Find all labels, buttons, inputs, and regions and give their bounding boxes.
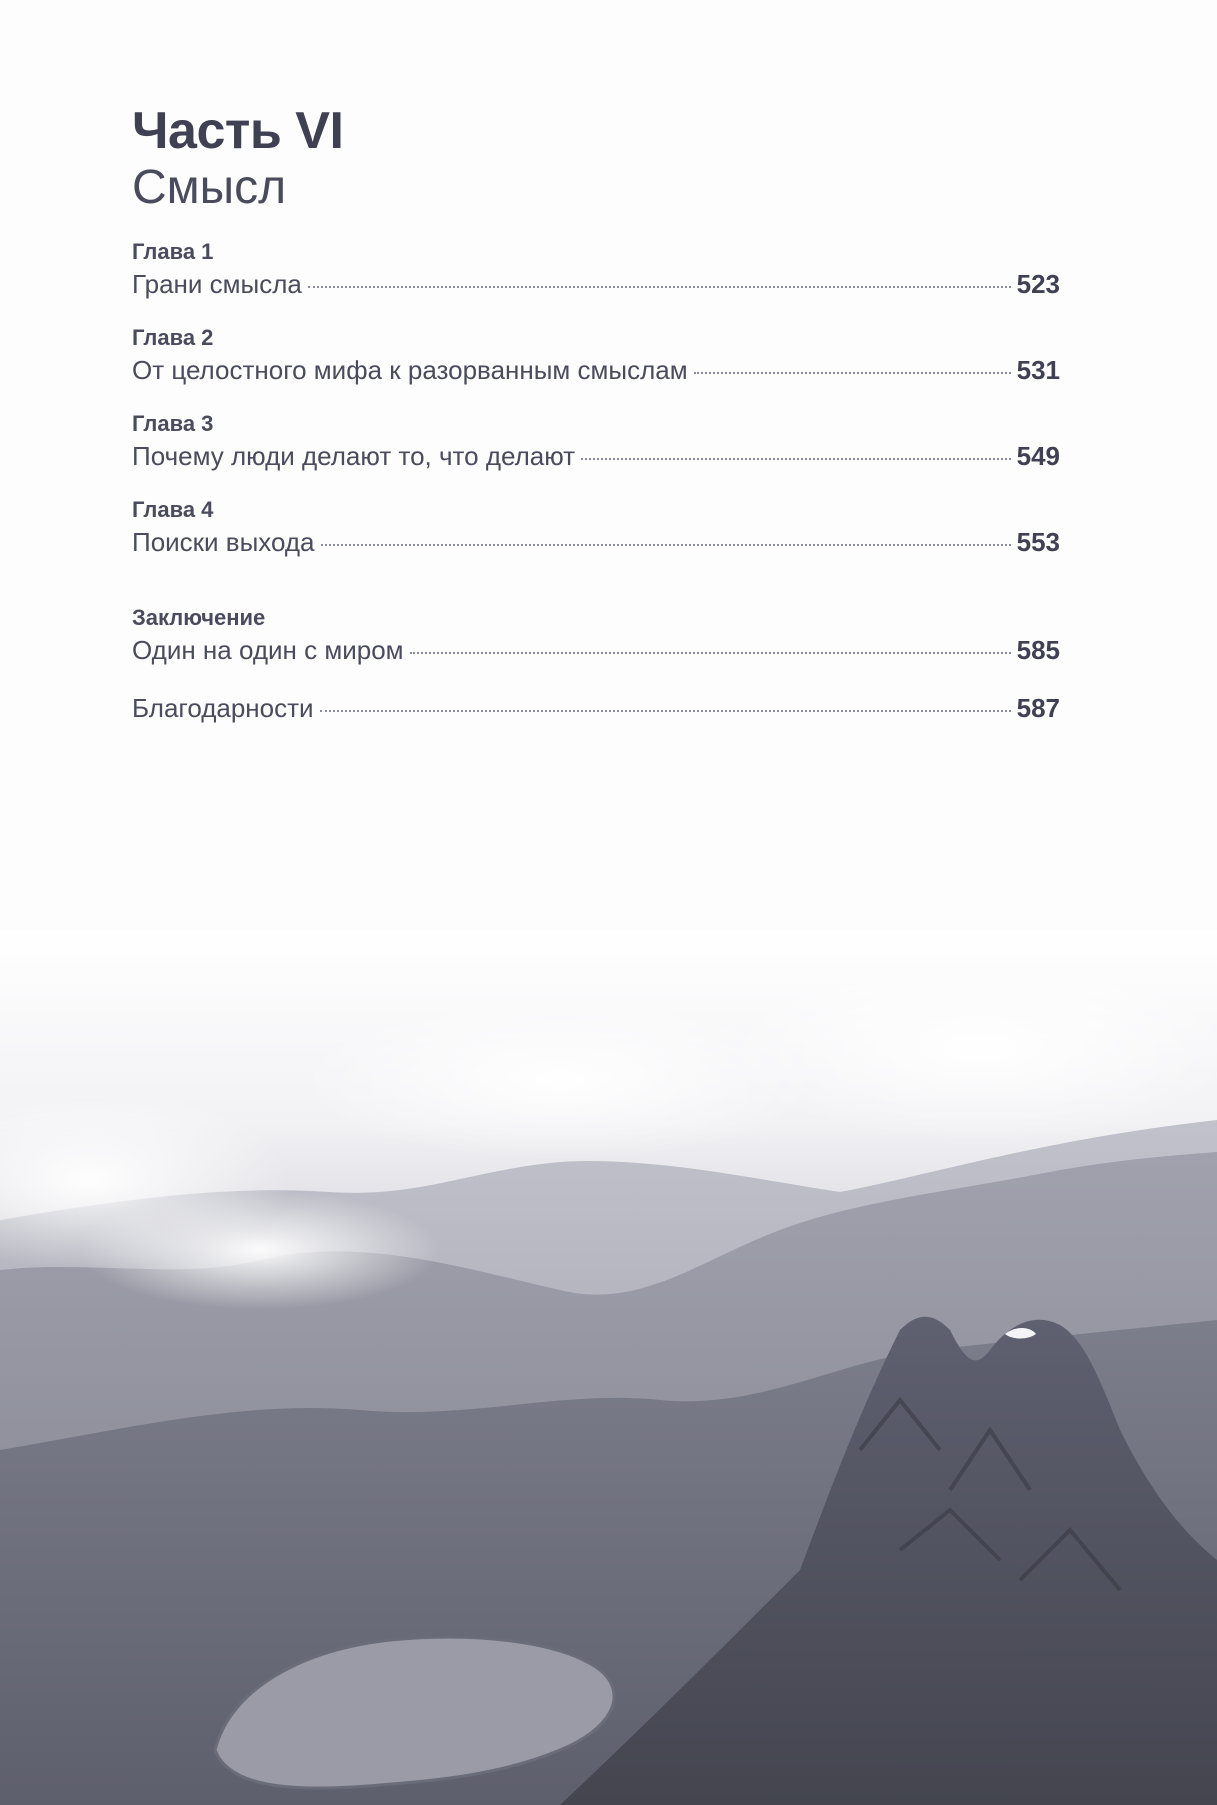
- page-number: 585: [1016, 635, 1060, 665]
- toc-line: [132, 632, 1060, 668]
- chapter-label: Глава 1: [132, 239, 214, 264]
- mountain-landscape-image: [0, 930, 1217, 1805]
- toc-entries: [132, 238, 1060, 726]
- chapter-title: Почему люди делают то, что делают: [132, 441, 576, 471]
- toc-entry-2: [132, 324, 1060, 388]
- part-title: Смысл: [132, 161, 287, 214]
- page-number: 531: [1016, 355, 1060, 385]
- cloud-right: [720, 960, 1217, 1140]
- part-number: Часть VI: [132, 102, 344, 160]
- page-number: 587: [1016, 693, 1060, 723]
- toc-line: [132, 266, 1060, 302]
- dot-leader: [308, 286, 1011, 288]
- chapter-title: От целостного мифа к разорванным смыслам: [132, 355, 688, 385]
- page-number: 553: [1016, 527, 1060, 557]
- toc-entry-3: [132, 410, 1060, 474]
- toc-line: [132, 352, 1060, 388]
- table-of-contents: [132, 100, 1060, 748]
- toc-entry-1: [132, 238, 1060, 302]
- toc-entry-4: [132, 496, 1060, 560]
- chapter-label: Заключение: [132, 605, 266, 630]
- page-number: 523: [1016, 269, 1060, 299]
- toc-line: [132, 690, 1060, 726]
- toc-line: [132, 524, 1060, 560]
- toc-entry-conclusion: [132, 604, 1060, 668]
- chapter-title: Поиски выхода: [132, 527, 315, 557]
- cloud-left-low: [80, 1190, 440, 1310]
- dot-leader: [694, 372, 1011, 374]
- chapter-label: Глава 3: [132, 411, 214, 436]
- page-number: 549: [1016, 441, 1060, 471]
- dot-leader: [321, 544, 1011, 546]
- dot-leader: [320, 710, 1011, 712]
- toc-entry-acknowledgements: [132, 690, 1060, 726]
- toc-line: [132, 438, 1060, 474]
- chapter-title: Грани смысла: [132, 269, 302, 299]
- dot-leader: [410, 652, 1011, 654]
- chapter-title: Один на один с миром: [132, 635, 404, 665]
- chapter-label: Глава 4: [132, 497, 214, 522]
- dot-leader: [581, 458, 1011, 460]
- chapter-label: Глава 2: [132, 325, 214, 350]
- chapter-title: Благодарности: [132, 693, 314, 723]
